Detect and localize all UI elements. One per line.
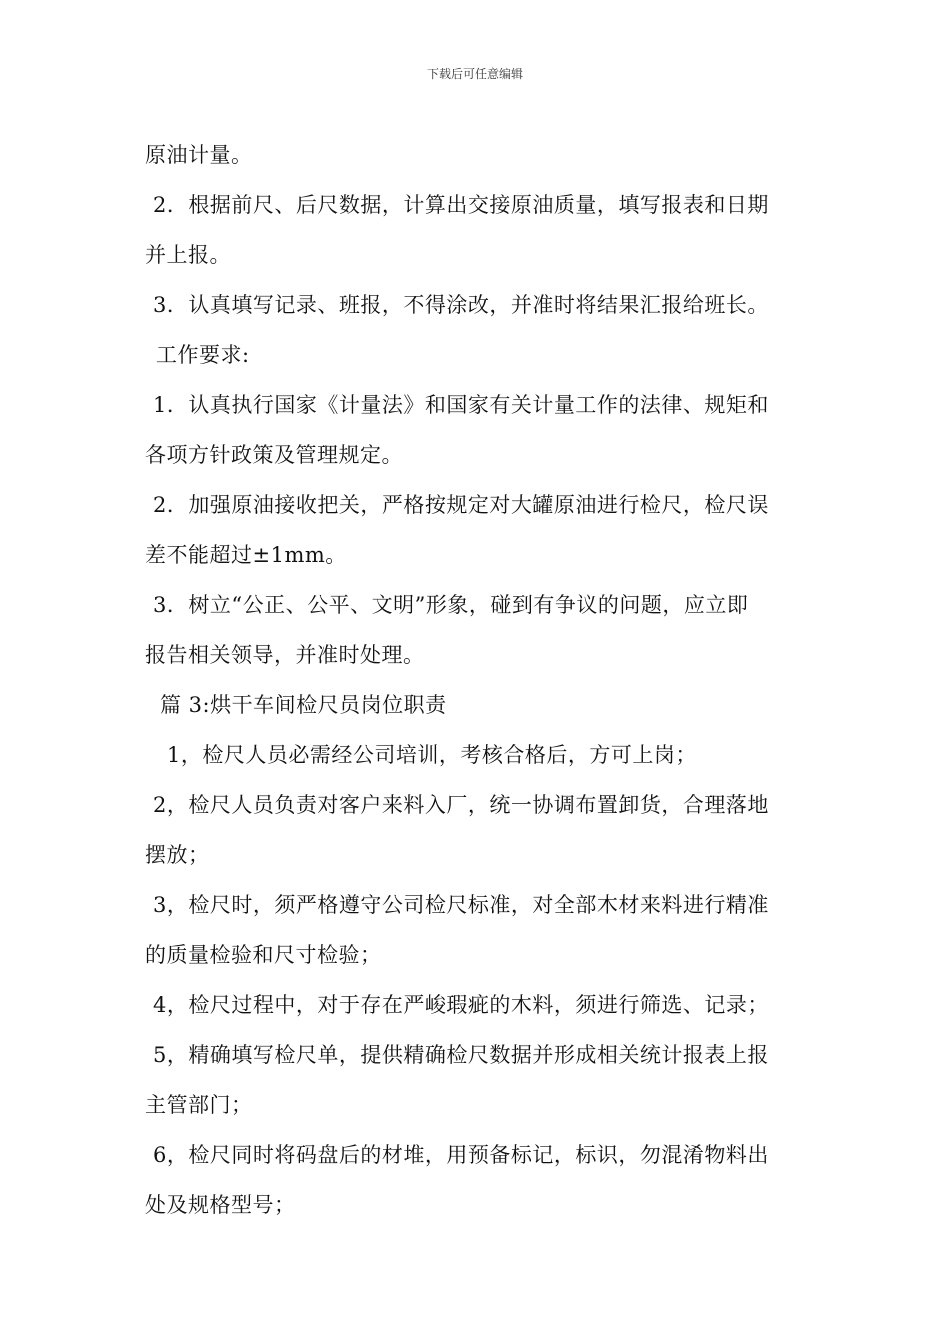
text-line: 处及规格型号； [145, 1193, 296, 1217]
text-line: 3．认真填写记录、班报，不得涂改，并准时将结果汇报给班长。 [153, 293, 769, 317]
text-line: 6，检尺同时将码盘后的材堆，用预备标记，标识，勿混淆物料出 [153, 1143, 769, 1167]
text-line: 差不能超过±1mm。 [145, 543, 347, 567]
text-line: 3．树立“公正、公平、文明”形象，碰到有争议的问题，应立即 [153, 593, 749, 617]
section-heading: 工作要求: [156, 343, 250, 367]
text-line: 摆放； [145, 843, 210, 867]
text-line: 报告相关领导，并准时处理。 [145, 643, 425, 667]
text-line: 并上报。 [145, 243, 231, 267]
text-line: 原油计量。 [145, 143, 253, 167]
text-line: 的质量检验和尺寸检验； [145, 943, 382, 967]
text-line: 2．加强原油接收把关，严格按规定对大罐原油进行检尺，检尺误 [153, 493, 769, 517]
document-body [145, 130, 810, 1230]
text-line: 2．根据前尺、后尺数据，计算出交接原油质量，填写报表和日期 [153, 193, 769, 217]
text-line: 1．认真执行国家《计量法》和国家有关计量工作的法律、规矩和 [153, 393, 769, 417]
text-line: 5，精确填写检尺单，提供精确检尺数据并形成相关统计报表上报 [153, 1043, 769, 1067]
section-heading: 篇 3:烘干车间检尺员岗位职责 [160, 693, 447, 717]
text-line: 4，检尺过程中，对于存在严峻瑕疵的木料，须进行筛选、记录； [153, 993, 769, 1017]
text-line: 2，检尺人员负责对客户来料入厂，统一协调布置卸货，合理落地 [153, 793, 769, 817]
page-header-note: 下载后可任意编辑 [426, 67, 523, 81]
text-line: 1，检尺人员必需经公司培训，考核合格后，方可上岗； [167, 743, 697, 767]
text-line: 各项方针政策及管理规定。 [145, 443, 403, 467]
text-line: 3，检尺时，须严格遵守公司检尺标准，对全部木材来料进行精准 [153, 893, 769, 917]
text-line: 主管部门； [145, 1093, 253, 1117]
